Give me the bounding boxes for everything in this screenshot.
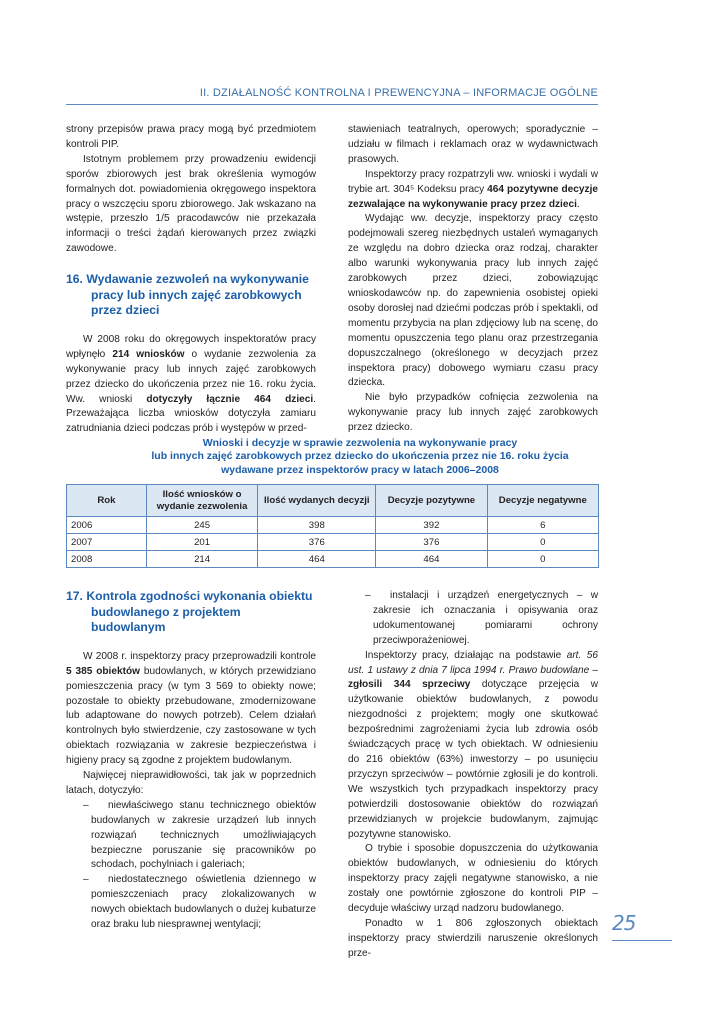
dash-bullet: – xyxy=(83,799,89,811)
section-16-heading: 16. Wydawanie zezwoleń na wykonywanie pracy lub innych zajęć zarobkowych przez dzieci xyxy=(66,272,309,318)
page-number: 25 xyxy=(612,911,636,935)
table-cell: 398 xyxy=(258,517,376,534)
table-cell: 2007 xyxy=(67,534,147,551)
table-cell: 214 xyxy=(146,551,257,568)
text-run: . Przeważająca liczba wniosków dotyczyła zamiaru zatrudniania dzieci podczas prób i występów w przed- xyxy=(66,393,316,435)
column-bottom-left xyxy=(66,589,316,933)
text-run: o wydanie zezwolenia za wykonywanie pracy lub innych zajęć zarobkowych przez dziecko do ukończenia przez nie 16. roku życia. Ww. wnioski xyxy=(66,348,316,405)
table-cell: 201 xyxy=(146,534,257,551)
paragraph: Istotnym problemem przy prowadzeniu ewidencji sporów zbiorowych jest brak określenia wymogów formalnych dot. powiadomienia okręgowego inspektora pracy o wszczęciu sporu zbiorowego. Jak wskazano na wstępie, przeszło 1/5 pracodawców nie przekazała informacji o treści żądań kierowanych przez związki zawodowe. xyxy=(66,153,316,255)
table-cell: 376 xyxy=(376,534,487,551)
table-cell: 464 xyxy=(258,551,376,568)
page-number-rule xyxy=(612,940,672,941)
list-item xyxy=(66,799,316,874)
column-top-right xyxy=(348,123,598,436)
text-run: W 2008 r. inspektorzy pracy przeprowadzili kontrole xyxy=(83,650,316,662)
paragraph xyxy=(66,333,316,437)
table-header-row xyxy=(67,485,599,517)
bold-text: zgłosili 344 sprzeciwy xyxy=(348,679,471,691)
header-cell-negative: Decyzje negatywne xyxy=(487,485,598,517)
text-run: Inspektorzy pracy, działając na podstawie xyxy=(365,649,567,661)
paragraph: Nie było przypadków cofnięcia zezwolenia na wykonywanie pracy lub innych zajęć zarobkowych przez dziecko. xyxy=(348,392,598,434)
table-title-line: wydawane przez inspektorów pracy w latach 2006–2008 xyxy=(221,463,499,476)
text-run: – xyxy=(589,664,599,676)
paragraph xyxy=(348,649,598,843)
text-run: . xyxy=(576,198,580,210)
table-cell: 6 xyxy=(487,517,598,534)
list-item-text: niedostatecznego oświetlenia dziennego w pomieszczeniach pracy zlokalizowanych w nowych obiektach budowlanych o dużej kubaturze oraz braku lub niesprawnej wentylacji; xyxy=(91,874,316,931)
paragraph: O trybie i sposobie dopuszczenia do użytkowania obiektów budowlanych, w odniesieniu do których inspektorzy pracy zajęli negatywne stanowisko, a nie zostały one powtórnie zgłoszone do kontroli PIP – decyduje właściwy urząd nadzoru budowlanego. xyxy=(348,843,598,915)
paragraph xyxy=(66,650,316,769)
table-row xyxy=(67,517,599,534)
table-cell: 0 xyxy=(487,534,598,551)
table-title-line: lub innych zajęć zarobkowych przez dziecko do ukończenia przez nie 16. roku życia xyxy=(151,450,569,463)
header-cell-year: Rok xyxy=(67,485,147,517)
dash-bullet: – xyxy=(83,874,89,886)
column-bottom-right xyxy=(348,589,598,962)
table-row xyxy=(67,534,599,551)
table-cell: 376 xyxy=(258,534,376,551)
table-cell: 245 xyxy=(146,517,257,534)
paragraph: stawieniach teatralnych, operowych; sporadycznie – udziału w filmach i reklamach oraz w wydawnictwach prasowych. xyxy=(348,124,598,165)
header-cell-applications: Ilość wniosków o wydanie zezwolenia xyxy=(146,485,257,517)
table-cell: 392 xyxy=(376,517,487,534)
paragraph xyxy=(348,168,598,213)
bold-text: 214 wniosków xyxy=(112,348,185,360)
paragraph: Najwięcej nieprawidłowości, tak jak w poprzednich latach, dotyczyło: xyxy=(66,770,316,796)
text-run: dotyczące przejęcia w użytkowanie obiektów budowlanych, z powodu niezgodności z projektem; mogły one skutkować bezpośrednimi zagrożeniami życia lub zdrowia osób świadczących pracę w tych obiektach. W odniesieniu do 216 obiektów (63%) inwestorzy – po usunięciu przyczyn sprzeciwów – powtórnie zgłosili je do kontroli. We wszystkich tych przypadkach inspektorzy pracy potwierdzili dostosowanie obiektów do rozwiązań przewidzianych w projekcie budowlanym, zajmując pozytywne stanowisko. xyxy=(348,679,598,840)
table-row xyxy=(67,551,599,568)
list-item xyxy=(66,873,316,933)
text-run: budowlanych, w których przewidziano pomieszczenia pracy (w tym 3 569 to obiekty nowe; pozostałe to obiekty przebudowane, zmodernizowane lub adaptowane do nowych potrzeb). Celem działań kontrolnych było stwierdzenie, czy zastosowane w tych obiektach rozwiązania w zakresie bezpieczeństwa i higieny pracy są zgodne z projektem budowlanym. xyxy=(66,665,316,767)
paragraph: Ponadto w 1 806 zgłoszonych obiektach inspektorzy pracy stwierdzili naruszenie określonych prze- xyxy=(348,917,598,959)
paragraph: strony przepisów prawa pracy mogą być przedmiotem kontroli PIP. xyxy=(66,124,316,150)
column-top-left xyxy=(66,123,316,437)
header-cell-positive: Decyzje pozytywne xyxy=(376,485,487,517)
header-cell-decisions: Ilość wydanych decyzji xyxy=(258,485,376,517)
table-cell: 2008 xyxy=(67,551,147,568)
list-item-text: instalacji i urządzeń energetycznych – w zakresie ich oznaczania i opisywania oraz udokumentowanej pomiarami ochrony przeciwporażeniowej. xyxy=(373,590,598,646)
list-item-text: niewłaściwego stanu technicznego obiektów budowlanych w zakresie urządzeń lub innych rozwiązań technicznych umożliwiających bezpieczne poruszanie się pracowników po schodach, pochylniach i galeriach; xyxy=(91,799,316,871)
text-run: W 2008 roku do okręgowych inspektoratów pracy wpłynęło xyxy=(66,333,316,360)
table-cell: 0 xyxy=(487,551,598,568)
bold-text: 464 pozytywne decyzje zezwalające na wykonywanie pracy przez dzieci xyxy=(348,183,598,210)
permits-table xyxy=(66,484,599,568)
bold-text: dotyczyły łącznie 464 dzieci xyxy=(146,393,314,405)
running-header: II. DZIAŁALNOŚĆ KONTROLNA I PREWENCYJNA – INFORMACJE OGÓLNE xyxy=(199,87,598,99)
table-title-line: Wnioski i decyzje w sprawie zezwolenia na wykonywanie pracy xyxy=(202,437,518,449)
text-run: Inspektorzy pracy rozpatrzyli ww. wnioski i wydali w trybie art. 304⁵ Kodeksu pracy xyxy=(348,168,598,195)
paragraph: Wydając ww. decyzje, inspektorzy pracy często podejmowali szereg niezbędnych ustaleń wymaganych ze względu na dobro dziecka oraz rodzaj, charakter albo warunki wykonywania pracy lub innych zajęć zarobkowych przez dzieci, zobowiązując wnioskodawców np. do zapewnienia osobistej opieki osoby dorosłej nad dziećmi podczas prób i spektakli, od momentu przybycia na plan zdjęciowy lub na scenę, do momentu opuszczenia tego planu oraz przestrzegania dopuszczalnego (określonego w decyzjach przez inspektora pracy) dobowego wymiaru czasu pracy dziecka. xyxy=(348,213,598,389)
header-rule xyxy=(66,104,598,105)
bold-text: 5 385 obiektów xyxy=(66,665,140,677)
table-cell: 464 xyxy=(376,551,487,568)
table-cell: 2006 xyxy=(67,517,147,534)
dash-bullet: – xyxy=(365,590,371,601)
section-17-heading: 17. Kontrola zgodności wykonania obiektu budowlanego z projektem budowlanym xyxy=(66,589,313,635)
italic-text: art. 56 ust. 1 ustawy z dnia 7 lipca 1994 r. Prawo budowlane xyxy=(348,649,598,676)
list-item xyxy=(348,589,598,649)
table-title xyxy=(110,437,610,477)
